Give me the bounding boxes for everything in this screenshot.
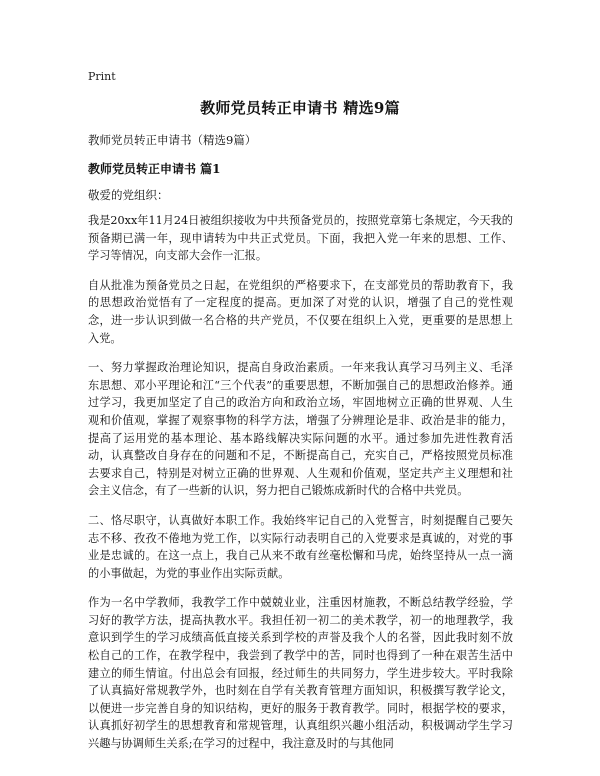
page-title: 教师党员转正申请书 精选9篇 [200, 99, 400, 117]
print-link[interactable]: Print [88, 70, 116, 83]
paragraph-4: 二、恪尽职守，认真做好本职工作。我始终牢记自己的入党誓言，时刻提醒自己要矢志不移、孜孜不倦地为党工作，以实际行动表明自己的入党要求是真诚的，对党的事业是忠诚的。在这一点上，我自己从来不敢有丝毫松懈和马虎，始终坚持从一点一滴的小事做起，为党的事业作出实际贡献。 [88, 513, 513, 580]
paragraph-3: 一、努力掌握政治理论知识，提高自身政治素质。一年来我认真学习马列主义、毛泽东思想、邓小平理论和江“三个代表”的重要思想，不断加强自己的思想政治修养。通过学习，我更加坚定了自己的政治方向和政治立场，牢固地树立正确的世界观、人生观和价值观，掌握了观察事物的科学方法，增强了分辨理论是非、政治是非的能力，提高了运用党的基本理论、基本路线解决实际问题的水平。通过参加先进性教育活动，认真整改自身存在的问题和不足，不断提高自己，充实自己，严格按照党员标准去要求自己，特别是对树立正确的世界观、人生观和价值观，坚定共产主义理想和社会主义信念，有了一些新的认识，努力把自己锻炼成新时代的合格中共党员。 [88, 361, 513, 498]
paragraph-1: 我是20xx年11月24日被组织接收为中共预备党员的，按照党章第七条规定，今天我的预备期已满一年，现申请转为中共正式党员。下面，我把入党一年来的思想、工作、学习等情况，向支部大会作一汇报。 [88, 214, 513, 263]
section-heading: 教师党员转正申请书 篇1 [88, 162, 221, 176]
document-subtitle: 教师党员转正申请书（精选9篇） [88, 133, 257, 147]
paragraph-2: 自从批准为预备党员之日起，在党组织的严格要求下，在支部党员的帮助教育下，我的思想政治觉悟有了一定程度的提高。更加深了对党的认识，增强了自己的党性观念，进一步认识到做一名合格的共产党员，不仅要在组织上入党，更重要的是思想上入党。 [88, 278, 513, 345]
salutation: 敬爱的党组织： [88, 188, 169, 202]
paragraph-5: 作为一名中学教师，我教学工作中兢兢业业，注重因材施教，不断总结教学经验，学习好的教学方法，提高执教水平。我担任初一初二的美术教学，初一的地理教学，我意识到学生的学习成绩高低直接关系到学校的声誉及我个人的名誉，因此我时刻不放松自己的工作，在教学程中，我尝到了教学中的苦，同时也得到了一种在艰苦生活中建立的师生情谊。付出总会有回报，经过师生的共同努力，学生进步较大。平时我除了认真搞好常规教学外，也时刻在自学有关教育管理方面知识，积极撰写教学论文，以便进一步完善自身的知识结构，更好的服务于教育教学。同时，根据学校的要求，认真抓好初学生的思想教育和常规管理，认真组织兴趣小组活动，积极调动学生学习兴趣与协调师生关系;在学习的过程中，我注意及时的与其他同 [88, 596, 513, 751]
document-body [88, 212, 513, 765]
